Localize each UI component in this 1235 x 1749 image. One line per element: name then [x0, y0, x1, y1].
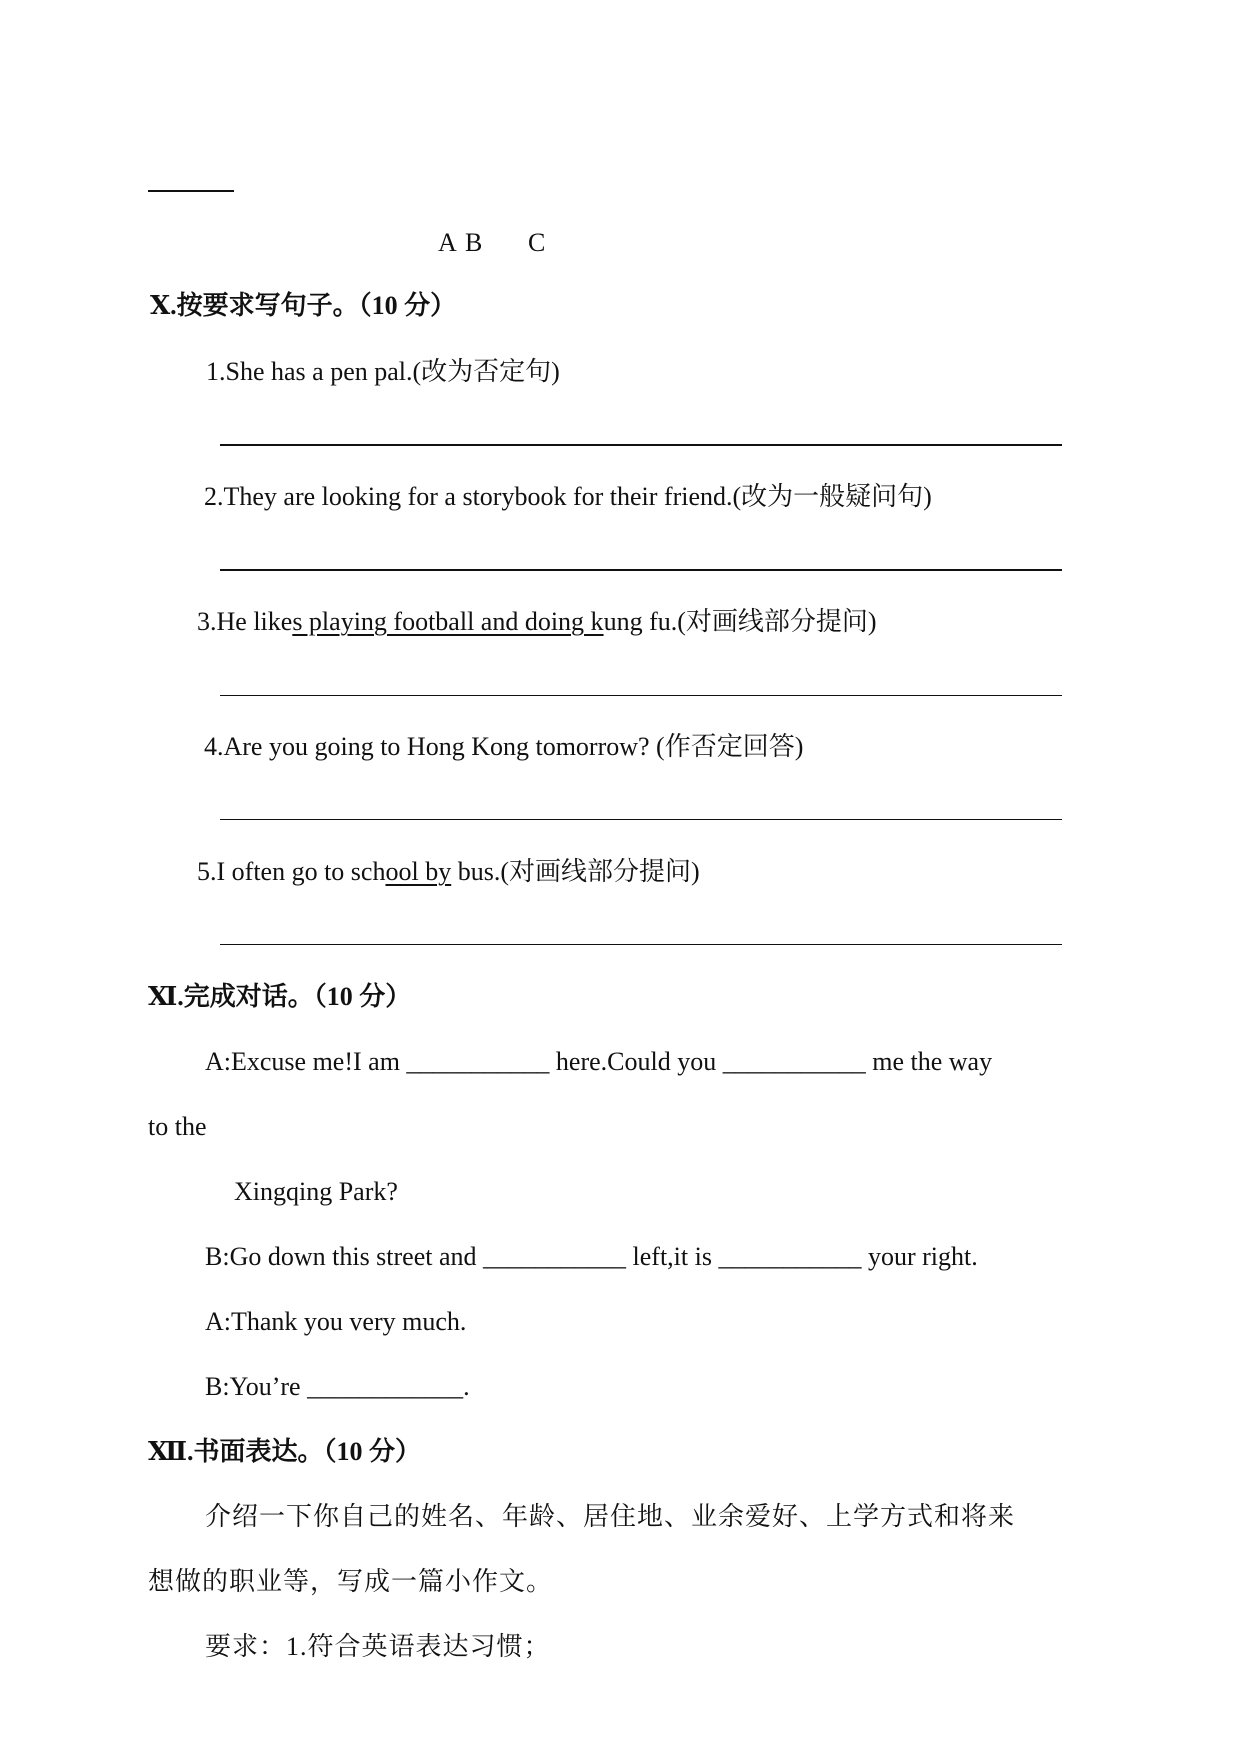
question-2: 2.They are looking for a storybook for their friend.(改为一般疑问句)	[204, 482, 932, 511]
question-1: 1.She has a pen pal.(改为否定句)	[206, 357, 560, 386]
section-10-title: Ⅹ.按要求写句子。（10 分）	[150, 291, 457, 320]
question-3-post: ung fu.(对画线部分提问)	[603, 607, 877, 636]
dialogue-b1: B:Go down this street and ___________ left,it is ___________ your right.	[205, 1242, 978, 1271]
question-5-post: bus.(对画线部分提问)	[451, 857, 700, 886]
question-5-pre: 5.I often go to sch	[197, 857, 386, 886]
section-12-title: Ⅻ.书面表达。（10 分）	[148, 1437, 422, 1466]
section-11-title: Ⅺ.完成对话。（10 分）	[148, 982, 412, 1011]
answer-line-5[interactable]	[220, 944, 1062, 945]
answer-line-2[interactable]	[220, 569, 1062, 571]
dialogue-a1: A:Excuse me!I am ___________ here.Could you ___________ me the way	[205, 1047, 993, 1076]
writing-requirement-1: 要求：1.符合英语表达习惯；	[205, 1632, 551, 1661]
question-4: 4.Are you going to Hong Kong tomorrow? (作否定回答)	[204, 732, 804, 761]
answer-line-3[interactable]	[220, 695, 1062, 696]
option-c: C	[528, 228, 546, 257]
writing-prompt-line-1: 介绍一下你自己的姓名、年龄、居住地、业余爱好、上学方式和将来	[205, 1502, 1016, 1531]
writing-prompt-line-2: 想做的职业等，写成一篇小作文。	[148, 1567, 554, 1596]
dialogue-a2: A:Thank you very much.	[205, 1307, 467, 1336]
question-3-underlined: s playing football and doing k	[292, 607, 604, 636]
top-short-rule	[148, 190, 234, 192]
option-a: A	[438, 228, 457, 257]
question-5-underlined: ool by	[385, 857, 452, 886]
option-b: B	[465, 228, 483, 257]
question-5	[197, 857, 700, 887]
dialogue-a1-continued-2: Xingqing Park?	[234, 1177, 398, 1206]
answer-line-1[interactable]	[220, 444, 1062, 446]
dialogue-b2: B:You’re ____________.	[205, 1372, 470, 1401]
question-3	[197, 607, 877, 637]
dialogue-a1-continued: to the	[148, 1112, 207, 1141]
answer-line-4[interactable]	[220, 819, 1062, 820]
question-3-pre: 3.He like	[197, 607, 293, 636]
